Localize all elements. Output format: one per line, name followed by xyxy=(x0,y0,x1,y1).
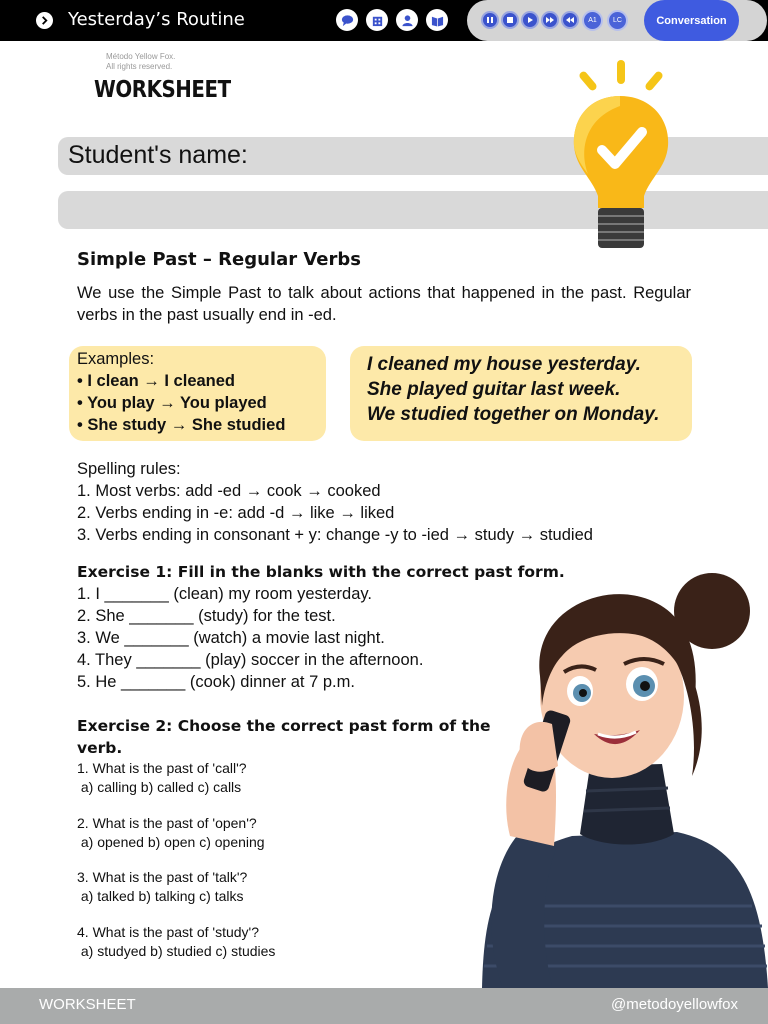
fast-forward-icon[interactable] xyxy=(541,11,559,29)
level-lc-badge[interactable]: LC xyxy=(607,10,628,31)
worksheet-title: WORKSHEET xyxy=(94,77,231,103)
examples-box xyxy=(69,346,326,441)
sentences-box xyxy=(350,346,692,441)
conversation-button[interactable]: Conversation xyxy=(644,0,739,41)
spelling-rules xyxy=(77,458,593,546)
pause-icon[interactable] xyxy=(481,11,499,29)
book-icon[interactable] xyxy=(426,9,448,31)
user-icon[interactable] xyxy=(396,9,418,31)
example-item: • I clean → I cleaned xyxy=(77,372,236,390)
back-button[interactable] xyxy=(36,12,53,29)
app-title: Yesterday’s Routine xyxy=(68,9,245,30)
exercise-item: 4. They _______ (play) soccer in the afternoon. xyxy=(77,651,424,669)
exercise-item: 5. He _______ (cook) dinner at 7 p.m. xyxy=(77,673,355,691)
question-block xyxy=(77,759,247,797)
question-text: 2. What is the past of 'open'? xyxy=(77,815,257,831)
question-options: a) studyed b) studied c) studies xyxy=(77,943,276,959)
rule-item: 2. Verbs ending in -e: add -d → like → liked xyxy=(77,504,395,522)
play-icon[interactable] xyxy=(521,11,539,29)
question-options: a) calling b) called c) calls xyxy=(77,779,242,795)
girl-on-phone-illustration xyxy=(462,566,768,988)
rules-label: Spelling rules: xyxy=(77,460,181,478)
level-a1-badge[interactable]: A1 xyxy=(582,10,603,31)
exercise-item: 2. She _______ (study) for the test. xyxy=(77,607,336,625)
brand-line: Método Yellow Fox. xyxy=(106,52,176,61)
footer-handle[interactable]: @metodoyellowfox xyxy=(611,996,738,1013)
name-label: Student's name: xyxy=(68,141,248,169)
exercise-item: 3. We _______ (watch) a movie last night. xyxy=(77,629,385,647)
chat-icon[interactable] xyxy=(336,9,358,31)
example-item: • She study → She studied xyxy=(77,416,286,434)
building-icon[interactable] xyxy=(366,9,388,31)
question-text: 1. What is the past of 'call'? xyxy=(77,760,247,776)
example-sentence: She played guitar last week. xyxy=(367,379,621,400)
lesson-heading: Simple Past – Regular Verbs xyxy=(77,249,361,270)
exercise-item: 1. I _______ (clean) my room yesterday. xyxy=(77,585,373,603)
example-sentence: We studied together on Monday. xyxy=(367,404,660,425)
lightbulb-icon xyxy=(560,58,680,254)
rule-item: 3. Verbs ending in consonant + y: change -y to -ied → study → studied xyxy=(77,526,593,544)
rewind-icon[interactable] xyxy=(561,11,579,29)
exercise-2-heading: Exercise 2: Choose the correct past form of the verb. xyxy=(77,717,491,757)
example-item: • You play → You played xyxy=(77,394,267,412)
player-controls xyxy=(481,11,579,29)
question-block xyxy=(77,923,275,961)
stop-icon[interactable] xyxy=(501,11,519,29)
examples-label: Examples: xyxy=(77,350,155,368)
question-options: a) opened b) open c) opening xyxy=(77,834,265,850)
brand-notice xyxy=(106,52,216,72)
copyright-line: All rights reserved. xyxy=(106,62,173,71)
rule-item: 1. Most verbs: add -ed → cook → cooked xyxy=(77,482,381,500)
question-text: 3. What is the past of 'talk'? xyxy=(77,869,248,885)
chevron-right-icon xyxy=(40,16,49,25)
footer-worksheet-label: WORKSHEET xyxy=(39,996,136,1013)
question-text: 4. What is the past of 'study'? xyxy=(77,924,259,940)
top-icon-group xyxy=(336,9,448,31)
question-options: a) talked b) talking c) talks xyxy=(77,888,244,904)
lesson-intro: We use the Simple Past to talk about actions that happened in the past. Regular verbs in the past usually end in -ed. xyxy=(77,284,691,324)
exercise-1-heading: Exercise 1: Fill in the blanks with the correct past form. xyxy=(77,563,565,581)
question-block xyxy=(77,868,247,906)
example-sentence: I cleaned my house yesterday. xyxy=(367,354,641,375)
question-block xyxy=(77,814,265,852)
